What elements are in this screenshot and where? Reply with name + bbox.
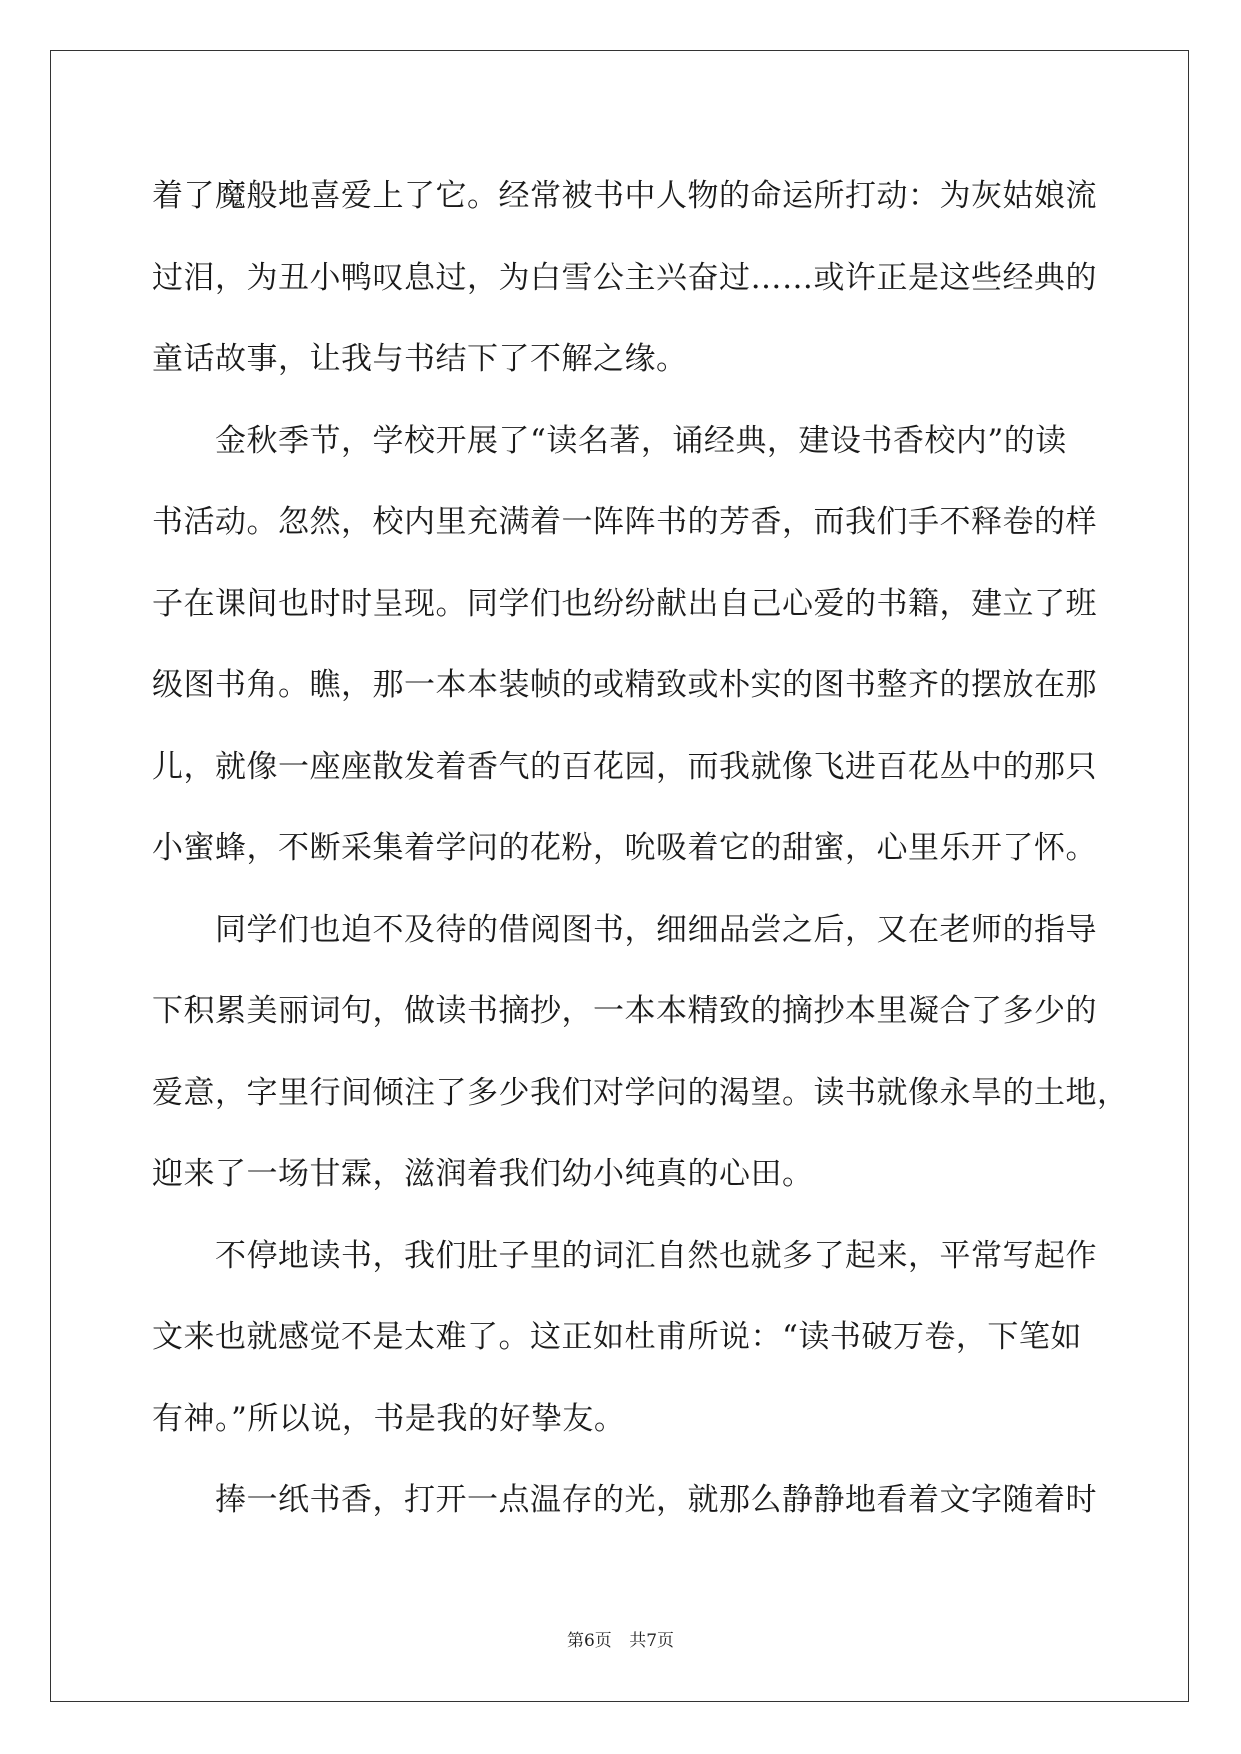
text-line: 小蜜蜂，不断采集着学问的花粉，吮吸着它的甜蜜，心里乐开了怀。: [152, 830, 1097, 866]
text-line: 同学们也迫不及待的借阅图书，细细品尝之后，又在老师的指导: [152, 911, 1097, 948]
text-line: 迎来了一场甘霖，滋润着我们幼小纯真的心田。: [152, 1156, 814, 1192]
text-line: 不停地读书，我们肚子里的词汇自然也就多了起来，平常写起作: [152, 1237, 1097, 1274]
text-line: 金秋季节，学校开展了“读名著，诵经典，建设书香校内”的读: [152, 422, 1067, 459]
text-line: 捧一纸书香，打开一点温存的光，就那么静静地看着文字随着时: [152, 1482, 1097, 1518]
text-line: 儿，就像一座座散发着香气的百花园，而我就像飞进百花丛中的那只: [152, 748, 1097, 785]
text-line: 级图书角。瞧，那一本本装帧的或精致或朴实的图书整齐的摆放在那: [152, 667, 1097, 703]
text-line: 有神。”所以说，书是我的好挚友。: [152, 1400, 626, 1437]
text-line: 爱意，字里行间倾注了多少我们对学问的渴望。读书就像永旱的土地，: [152, 1074, 1129, 1111]
page-footer: [0, 1626, 1241, 1651]
page-total: 共7页: [629, 1631, 675, 1651]
text-line: 子在课间也时时呈现。同学们也纷纷献出自己心爱的书籍，建立了班: [152, 585, 1097, 622]
text-line: 书活动。忽然，校内里充满着一阵阵书的芳香，而我们手不释卷的样: [152, 504, 1097, 540]
page-number: 第6页: [566, 1631, 612, 1651]
text-line: 童话故事，让我与书结下了不解之缘。: [152, 341, 688, 377]
text-line: 下积累美丽词句，做读书摘抄，一本本精致的摘抄本里凝合了多少的: [152, 993, 1097, 1029]
text-line: 文来也就感觉不是太难了。这正如杜甫所说：“读书破万卷，下笔如: [152, 1319, 1082, 1355]
text-line: 过泪，为丑小鸭叹息过，为白雪公主兴奋过……或许正是这些经典的: [152, 259, 1097, 296]
document-body: [152, 156, 1129, 1542]
text-line: 着了魔般地喜爱上了它。经常被书中人物的命运所打动：为灰姑娘流: [152, 178, 1097, 214]
